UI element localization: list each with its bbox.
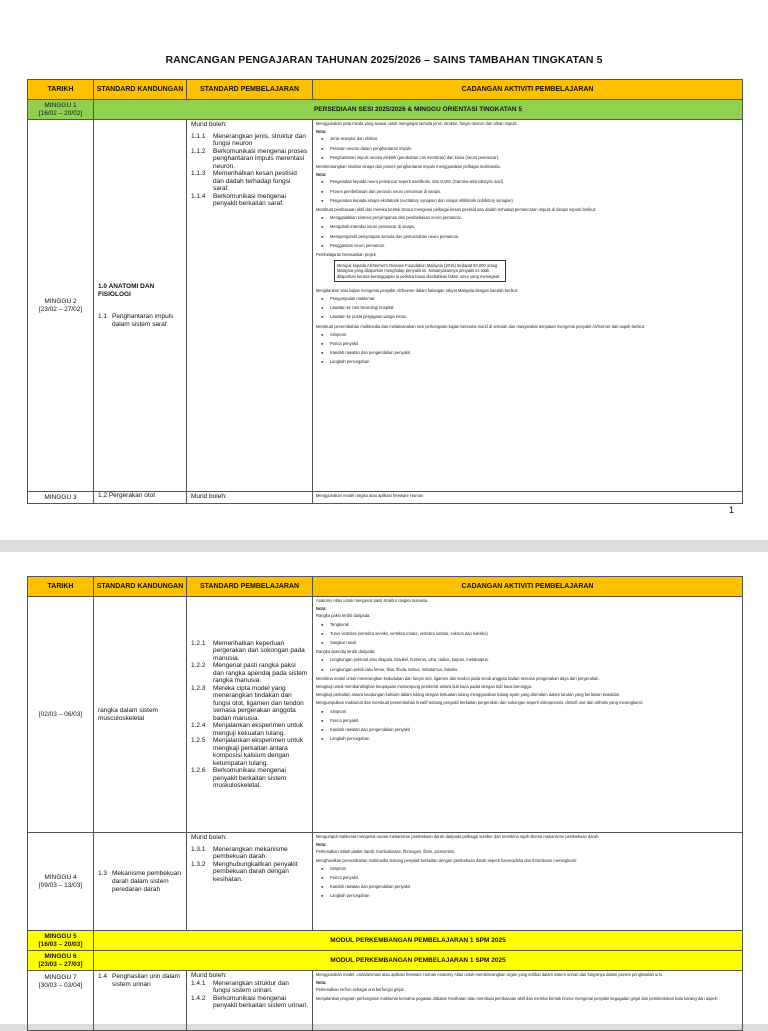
list-item: ● Simptom [330,332,739,337]
activity-text: Menghasilkan persembahan multimedia tentang penyakit berkaitan dengan pembekuan darah seperti haemophilia dan thrombosis merangkumi: [316,857,578,863]
list-item: ● Tengkorak [330,622,739,627]
activity-list [316,866,739,899]
week-7-cell [28,971,94,1031]
week-1-row [28,100,743,120]
activity-text: Membina model untuk menerangkan kedudukan dan fungsi otot, ligamen dan tendon pada sendi anggota badan semasa pengenakan daya dan pergerakan. [316,675,600,681]
content-standard [98,313,182,329]
week-3-cell: MINGGU 3 [28,492,94,504]
activity-list [316,296,739,320]
standard-kandungan-cell: 1.2 Pergerakan otot [94,492,187,504]
week-date: [23/02 – 27/02] [38,305,83,313]
activity-text: Mengkaji perkaitan antara kandungan kalsium dalam tulang dengan kekuatan tulang menggunakan tulang ayam yang direndam dalam larutan yang berlainan keasidan. [316,692,621,698]
nota-label: Nota: [316,172,327,178]
document-title: RANCANGAN PENGAJARAN TAHUNAN 2025/2026 – SAINS TAMBAHAN TINGKATAN 5 [165,54,603,66]
week-4-cell [28,833,94,931]
activity-list [316,622,739,646]
list-item: ● Langkah pencegahan [330,359,739,364]
activity-list [316,136,739,160]
week-3-row [28,492,743,504]
week-3-continued-row [28,597,743,833]
activity-cell [313,833,743,931]
learning-intro: Murid boleh: [191,972,227,979]
standard-kandungan-cell [94,120,187,492]
header-standard-pembelajaran: STANDARD PEMBELAJARAN [187,80,313,100]
learning-standard-item: 1.1.3 Memerihalkan kesan pestisid dan dadah terhadap fungsi saraf. [191,170,297,192]
header-standard-pembelajaran: STANDARD PEMBELAJARAN [187,577,313,597]
content-standard-number: 1.3 [98,869,108,877]
activity-list [316,332,739,365]
list-item: ● Punca penyakit [330,341,739,346]
week-6-row [28,951,743,971]
activity-text: Menjalankan satu kajian mengenai penyakit Alzheimer dalam kalangan rakyat Malaysia dengan kaedah berikut: [316,287,519,293]
week-5-cell [28,931,94,951]
learning-intro: Murid boleh: [191,121,227,128]
learning-standard-item: 1.2.3 Mereka cipta model yang menerangkan tindakan dan fungsi otot, ligamen dan tendon semasa pergerakan anggota badan manusia. [191,684,304,722]
list-item: ● Kaedah rawatan dan pengendalian penyakit [330,350,739,355]
standard-pembelajaran-cell [187,833,313,931]
activity-text: Mengumpulkan maklumat dan membuat persembahan kreatif tentang penyakit berkaitan pergerakan dan sokongan seperti osteoporosis, distrofi otot dan arthritis yang merangkumi: [316,700,643,706]
header-cadangan: CADANGAN AKTIVITI PEMBELAJARAN [313,80,743,100]
standard-kandungan-cell [94,971,187,1031]
list-item: ● Pengenalan kepada neuro pemancar seperti asetilkolin, dan GABA (Gamma-aminobutyric acid). [330,179,739,184]
standard-pembelajaran-cell [187,120,313,492]
standard-pembelajaran-cell [187,971,313,1031]
module-banner: MODUL PERKEMBANGAN PEMBELAJARAN 1 SPM 2025 [94,931,743,951]
nota-label: Nota: [316,129,327,135]
list-item: ● Lawatan ke Unit Neurologi hospital. [330,305,739,310]
week-date: [30/03 – 03/04] [38,982,83,989]
activity-cell [313,971,743,1031]
alzheimer-info-box: Merujuk kepada Alzheimer's Disease Foundation Malaysia (2016) terdapat 50,000 orang Malaysia yang dilaporkan menghidap penyakit ini. Kebanyakannya penyakit ini tidak dilaporkan kerana beranggapan ia perkara biasa disebabkan faktor umur yang meningkat. [334,260,506,282]
week-5-row [28,931,743,951]
week-date: [09/03 – 13/03] [38,881,83,889]
learning-standard-item: 1.1.2 Berkomunikasi mengenai proses penghantaran impuls merentasi neuron. [191,147,308,170]
content-standard-number: 1.4 [98,973,108,980]
activity-text: Pembelajaran berasaskan projek [316,252,376,258]
learning-standard-item: 1.4.2 Berkomunikasi mengenai penyakit berkaitan sistem urinari. [191,994,309,1009]
activity-cell [313,597,743,833]
activity-cell: Menggunakan model rangka atau aplikasi freeware Human [313,492,743,504]
content-standard-text: Mekanisme pembekuan darah dalam sistem peredaran darah [112,869,182,893]
content-standard [98,973,182,989]
header-standard-kandungan: STANDARD KANDUNGAN [94,577,187,597]
activity-text: Menggunakan model, carta/animasi atau aplikasi freeware Human Anatomy Atlas untuk membincangkan organ yang terlibat dalam sistem urinari dan fungsinya dalam proses penghasilan urin. [316,972,664,977]
list-item: ● Penggantian neuro pemancar. [330,243,739,248]
list-item: ● Kaedah rawatan dan pengendalian penyakit [330,727,739,732]
activity-text: Anatomy Atlas untuk mengenal pasti struktur rangka manusia. [316,598,429,603]
learning-standard-item: 1.2.1 Memerihalkan keperluan pergerakan dan sokongan pada manusia. [191,639,305,662]
week-label: MINGGU 7 [44,974,77,981]
learning-standard-item: 1.3.1 Menerangkan mekanisme pembekuan darah. [191,845,288,860]
nota-label: Nota: [316,842,327,848]
activity-text: Perkenalkan nefron sebagai unit berfungsi ginjal. [316,987,405,993]
activity-text: Rangka paksi terdiri daripada: [316,613,371,619]
activity-text: Mengumpul maklumat mengenai urutan mekanisme pembekuan darah daripada pelbagai sumber dan membina rajah skema mekanisme pembekuan darah. [316,834,600,839]
list-item: ● Lawatan ke pusat penjagaan warga emas. [330,314,739,319]
week-7-row [28,971,743,1031]
activity-text: Mengkaji untuk membandingkan keupayaan menampung pemberat antara tiub kaca padat dengan tiub kaca berongga. [316,684,532,690]
learning-standard-item: 1.1.1 Menerangkan jenis, struktur dan fungsi neuron [191,132,306,147]
list-item: ● Turus vertebra (vertebra serviks, vertebra toraks, vertebra lumbar, sakrum dan koksiks) [330,631,739,636]
week-label: MINGGU 4 [44,873,77,881]
list-item: ● Punca penyakit [330,718,739,723]
week-2-row [28,120,743,492]
list-item: ● Punca penyakit [330,875,739,880]
header-cadangan: CADANGAN AKTIVITI PEMBELAJARAN [313,577,743,597]
learning-standard-item: 1.2.4 Menjalankan eksperimen untuk menguji kekuatan tulang. [191,722,303,737]
activity-text: Menggunakan peta minda yang sesuai untuk mengingat semula jenis, struktur, fungsi neuron dan aliran impuls. [316,121,518,126]
week-4-row [28,833,743,931]
week-label: MINGGU 6 [44,952,77,960]
list-item: ● Pengumpulan maklumat. [330,296,739,301]
list-item: ● Jenis reseptor dan efektor. [330,136,739,141]
learning-standard-item: 1.1.4 Berkomunikasi mengenai penyakit berkaitan saraf. [191,192,286,207]
header-standard-kandungan: STANDARD KANDUNGAN [94,80,187,100]
nota-label: Nota: [316,606,327,612]
activity-text: Membuat pembacaan aktif dan mereka bentuk brosur mengenai pelbagai kesan pestisid dan dadah terhadap pemancaran impuls di sinaps seperti berikut: [316,207,596,213]
orientation-banner: PERSEDIAAN SESI 2025/2026 & MINGGU ORIENTASI TINGKATAN 5 [94,100,743,120]
activity-cell [313,120,743,492]
list-item: ● Simptom [330,709,739,714]
week-6-cell [28,951,94,971]
content-standard-number: 1.1 [98,312,108,320]
week-1-cell [28,100,94,120]
content-standard-text: Penghasilan urin dalam sistem urinari [112,973,180,988]
standard-pembelajaran-cell [187,597,313,833]
list-item: ● Pengenalan kepada sinaps eksitatorik (excitatory synapse) dan sinaps inhibitorik (inhibitory synapse). [330,198,739,203]
week-label: MINGGU 2 [44,297,77,305]
activity-text: Membuat persembahan multimedia dan melaksanakan sesi perkongsian kajian bersama murid di sekolah dan masyarakat tempatan mengenai penyakit Alzheimer dari aspek berikut: [316,323,646,329]
list-item: ● Menggalakkan sintesis penyimpanan dan pembebasan neuro pemancar. [330,215,739,220]
activity-list [316,657,739,671]
activity-text: Rangka apendaj terdiri daripada: [316,649,376,655]
activity-text: Menjalankan program perkongsian maklumat bersama pegawai Jabatan Kesihatan atau membuat pembacaan aktif dan mereka bentuk brosur mengenai penyakit kegagalan ginjal dan pembentukan batu karang dari aspek: [316,995,718,1001]
activity-text: Perkenalkan istilah platlet darah, trombokinase, fibrinogen, fibrin, protrombin. [316,849,456,855]
content-standard-text: Penghantaran impuls dalam sistem saraf [112,312,174,328]
page-2 [0,552,768,1024]
standard-pembelajaran-cell: Murid boleh: [187,492,313,504]
content-standard [98,870,182,894]
list-item: ● Langkah pencegahan [330,893,739,898]
list-item: ● Lengkungan pektoral iaitu skapula, klavikel, humerus, ulna, radius, karpus, metakarpus. [330,657,739,662]
list-item: ● Simptom [330,866,739,871]
list-item: ● Lengkungan pelvik iaitu femur, tibia, fibula, tarsus, metatarsus, falanks. [330,667,739,672]
list-item: ● Langkah pencegahan [330,736,739,741]
week-date: [16/03 – 20/03] [38,940,83,948]
header-tarikh: TARIKH [28,577,94,597]
learning-intro: Murid boleh: [191,834,227,841]
list-item: ● Proses pembebasan dan peranan neuro pemancar di sinaps. [330,189,739,194]
list-item: ● Penghantaran impuls secara elektrik (perubahan cas membran) dan kimia (neuro pemancar). [330,155,739,160]
activity-list [316,179,739,203]
learning-standard-item: 1.2.2 Mengenal pasti rangka paksi dan rangka apendaj pada sistem rangka manusia. [191,662,308,684]
learning-standard-item: 1.3.2 Menghubungkaitkan penyakit pembekuan darah dengan kesihatan. [191,860,298,883]
list-item: ● Peranan neuron dalam penghantaran impuls. [330,146,739,151]
standard-kandungan-cell [94,833,187,931]
learning-standard-item: 1.2.5 Menjalankan eksperimen untuk mengkaji perkaitan antara komposisi kalsium dengan ketumpatan tulang. [191,737,303,767]
week-2-cell [28,120,94,492]
standard-kandungan-cell: rangka dalam sistem musculoskeletal [94,597,187,833]
week-label: MINGGU 1 [44,101,77,109]
plan-table-page-1 [27,79,743,504]
week-date: [23/03 – 27/03] [38,960,83,968]
activity-list [316,709,739,742]
nota-label: Nota: [316,980,327,986]
activity-list [316,215,739,248]
page-number: 1 [729,505,735,515]
activity-text: Membentangkan struktur sinaps dan proses penghantaran impuls menggunakan pelbagai multimedia. [316,164,501,170]
topic-heading: 1.0 ANATOMI DAN FISIOLOGI [98,282,155,298]
module-banner: MODUL PERKEMBANGAN PEMBELAJARAN 1 SPM 2025 [94,951,743,971]
list-item: ● Sangkar rusuk [330,640,739,645]
week-3-date-cell: [02/03 – 06/03] [28,597,94,833]
header-tarikh: TARIKH [28,80,94,100]
learning-standard-item: 1.4.1 Menerangkan struktur dan fungsi sistem urinari. [191,979,289,994]
learning-standard-item: 1.2.6 Berkomunikasi mengenai penyakit berkaitan sistem muskuloskeletal. [191,767,287,789]
plan-table-page-2 [27,576,743,1031]
list-item: ● Kaedah rawatan dan pengendalian penyakit [330,884,739,889]
week-label: MINGGU 5 [44,932,77,940]
list-item: ● Mempengaruhi penyerapan semula dan pemusnahan neuro pemancar. [330,234,739,239]
list-item: ● Mengubah interaksi neuro pemancar di sinaps. [330,224,739,229]
week-date: [16/02 – 20/02] [38,109,83,117]
